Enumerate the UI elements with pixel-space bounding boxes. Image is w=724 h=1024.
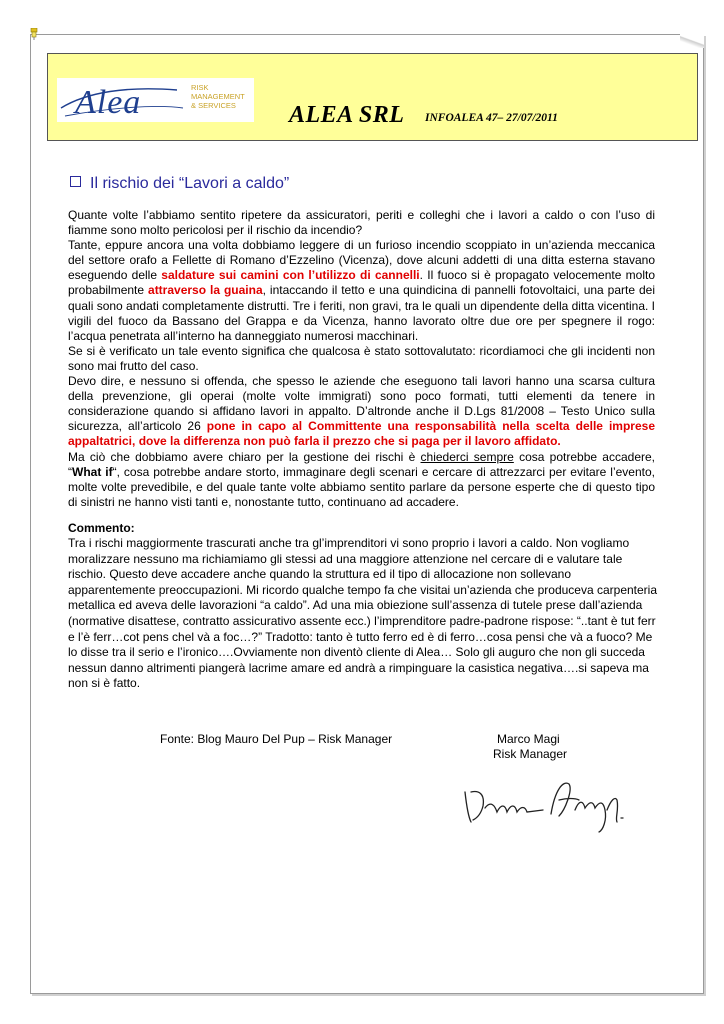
paragraph-1: Quante volte l’abbiamo sentito ripetere da assicuratori, periti e colleghi che i lavori a caldo o con l’uso di fiamme sono molto pericolosi per il rischio da incendio? bbox=[68, 208, 655, 238]
text-run: cosa potrebbe accadere, “ bbox=[68, 449, 656, 479]
svg-text:Alea: Alea bbox=[75, 84, 142, 121]
text-run: Ma ciò che dobbiamo avere chiaro per la gestione dei rischi è bbox=[68, 449, 421, 464]
paragraph-2 bbox=[68, 238, 655, 344]
highlight-red: attraverso la guaina bbox=[148, 283, 263, 298]
company-name: ALEA SRL bbox=[289, 102, 405, 128]
text-run: “, cosa potrebbe andare storto, immaginare degli scenari e cercare di attrezzarci per evitare l’evento, molte volte prevedibile, e del quale tante volte abbiamo sentito parlare da persone esperte che di questo tipo di sinistri ne hanno visti tanti e, nonostante tutto, continuano ad accadere. bbox=[68, 464, 655, 509]
bulletin-number-date: INFOALEA 47– 27/07/2011 bbox=[425, 112, 558, 124]
text-run: . Il fuoco si è propagato velocemente molto probabilmente bbox=[68, 268, 655, 298]
article-body bbox=[68, 208, 655, 510]
paragraph-4 bbox=[68, 374, 655, 449]
svg-text:MANAGEMENT: MANAGEMENT bbox=[191, 92, 245, 101]
paragraph-5 bbox=[68, 450, 655, 510]
svg-text:RISK: RISK bbox=[191, 83, 209, 92]
text-run: , intaccando il tetto e una quindicina di pannelli fotovoltaici, una parte dei quali sono andati completamente distrutti. Tre i feriti, non gravi, tra le quali un dipendente della ditta vicentina. I vigili del fuoco da Bassano del Grappa e da Vicenza, hanno lavorato oltre due ore per spegnere il rogo: l’acqua penetrata all’interno ha danneggiato numerosi macchinari. bbox=[68, 283, 656, 343]
checkbox-square-icon bbox=[70, 176, 81, 187]
section-title bbox=[70, 175, 289, 193]
highlight-red: pone in capo al Committente una responsabilità nella scelta delle imprese appaltatrici, dove la differenza non può farla il prezzo che si paga per il lavoro affidato. bbox=[68, 419, 655, 449]
svg-text:& SERVICES: & SERVICES bbox=[191, 101, 236, 110]
signer-name: Marco Magi bbox=[497, 732, 560, 746]
comment-heading: Commento: bbox=[68, 521, 135, 535]
pin-icon bbox=[30, 28, 38, 40]
highlight-red: saldature sui camini con l’utilizzo di cannelli bbox=[161, 268, 420, 283]
underlined-text: chiederci sempre bbox=[420, 449, 514, 464]
signer-role: Risk Manager bbox=[493, 747, 568, 761]
page-corner-curl bbox=[680, 34, 704, 48]
handwritten-signature bbox=[455, 770, 635, 836]
source-line: Fonte: Blog Mauro Del Pup – Risk Manager bbox=[160, 732, 393, 746]
alea-logo bbox=[57, 78, 254, 122]
paragraph-3: Se si è verificato un tale evento significa che qualcosa è stato sottovalutato: ricordiamoci che gli incidenti non sono mai frutto del caso. bbox=[68, 343, 655, 373]
section-title-text: Il rischio dei “Lavori a caldo” bbox=[90, 175, 290, 192]
text-run: Devo dire, e nessuno si offenda, che spesso le aziende che eseguono tali lavori hanno una scarsa cultura della prevenzione, gli operai (molte volte immigrati) sono poco formati, tutti elementi da tenere in considerazione quando si affidano lavori in appalto. D’altronde anche il D.Lgs 81/2008 – Testo Unico sulla sicurezza, all’articolo 26 bbox=[68, 374, 655, 434]
comment-body: Tra i rischi maggiormente trascurati anche tra gl’imprenditori vi sono proprio i lavori a caldo. Non vogliamo moralizzare nessuno ma richiamiamo gli stessi ad una maggiore attenzione nel cercare di e valutare tale rischio. Questo deve accadere anche quando la struttura ed il tipo di allocazione non sollevano apparentemente preoccupazioni. Mi ricordo qualche tempo fa che visitai un’azienda che produceva carpenteria metallica ed aveva delle lavorazioni “a caldo”. Ad una mia obiezione sull’assenza di tutele prese dall’azienda (normative disattese, contratto assicurativo assente ecc.) l’imprenditore padre-padrone rispose: “..tant è tut ferr e l’è ferr…cot pens chel và a foc…?” Tradotto: tanto è tutto ferro ed è di ferro…cosa pensi che và a fuoco? Me lo disse tra il serio e l’ironico….Ovviamente non diventò cliente di Alea… Solo gli auguro che non gli succeda nessun danno altrimenti piangerà lacrime amare ed andrà a rimpinguare la casistica negativa….si sapeva ma non si è fatto. bbox=[68, 536, 658, 691]
bold-text: What if bbox=[72, 464, 113, 479]
text-run: Tante, eppure ancora una volta dobbiamo leggere di un furioso incendio scoppiato in un’azienda meccanica del settore orafo a Fellette di Romano d’Ezzelino (Vicenza), dove alcuni addetti di una ditta esterna stavano eseguendo delle bbox=[68, 238, 655, 283]
